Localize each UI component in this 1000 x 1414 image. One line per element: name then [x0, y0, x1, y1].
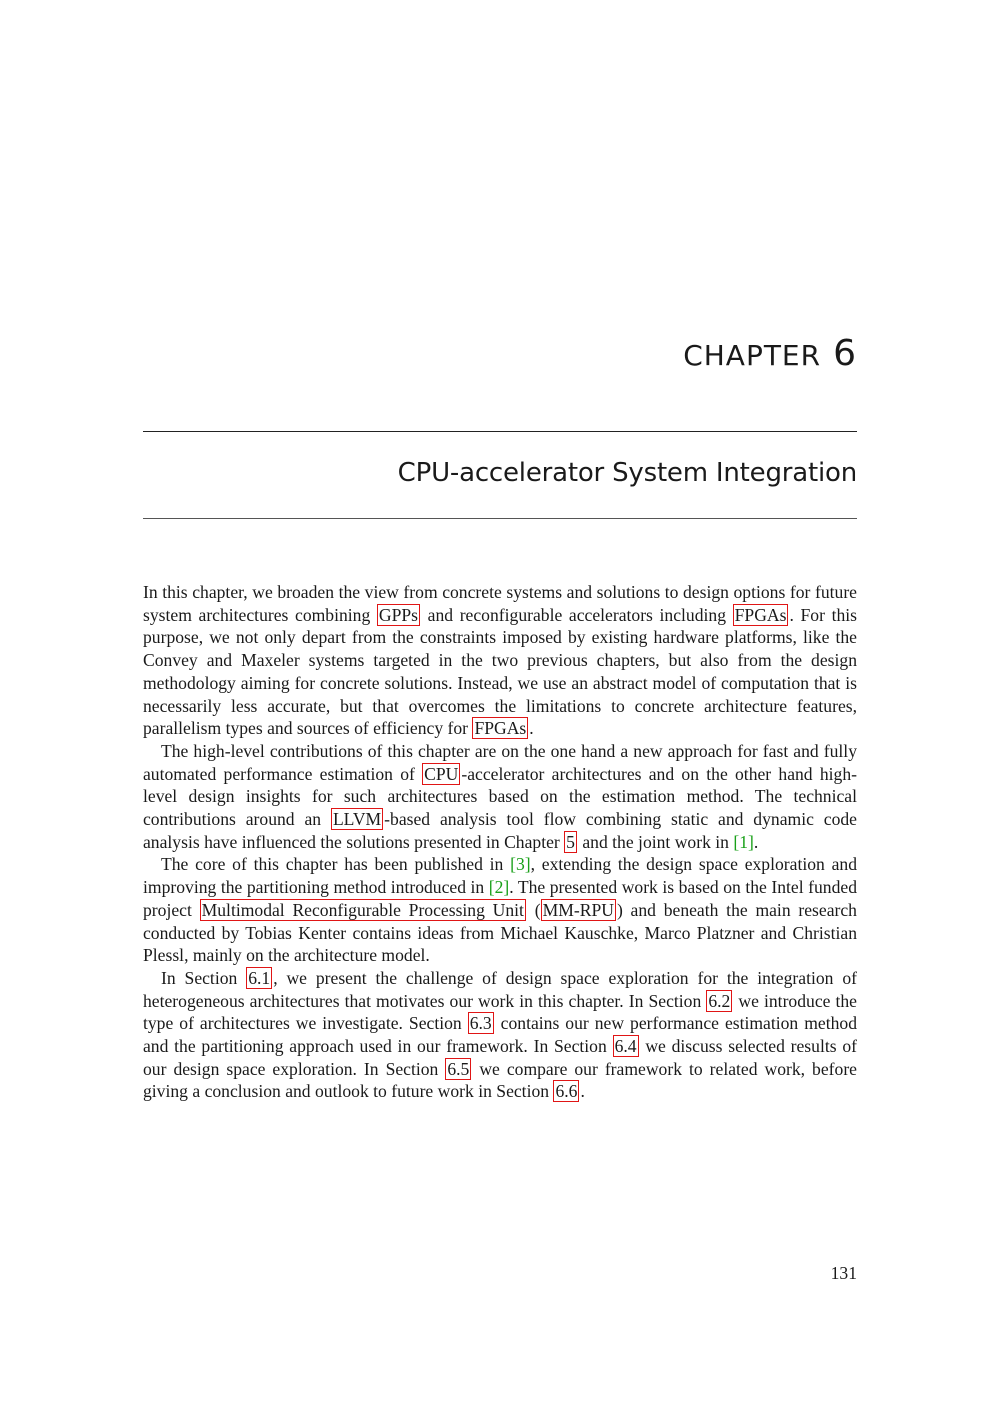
- chapter-number: 6: [833, 333, 857, 374]
- body-paragraph: [143, 740, 857, 854]
- acronym-link[interactable]: Multimodal Reconfigurable Processing Unit: [201, 899, 524, 920]
- text-run: In this chapter, we broaden the view from concrete systems and solutions to design options for future system architectures combining: [143, 582, 857, 625]
- acronym-link[interactable]: CPU: [424, 763, 459, 784]
- body-paragraph: [143, 853, 857, 967]
- body-paragraph: [143, 967, 857, 1103]
- text-run: The high-level contributions of this chapter are on the one hand a new approach for fast and fully automated performance estimation of: [143, 740, 857, 784]
- text-run: we introduce the type of architectures we investigate. Section: [143, 990, 857, 1034]
- text-run: we discuss selected results of our design space exploration. In Section: [143, 1036, 858, 1079]
- citation-link[interactable]: [3]: [510, 854, 531, 875]
- cross-reference-link[interactable]: 5: [566, 831, 575, 852]
- text-run: and reconfigurable accelerators including: [421, 604, 733, 625]
- chapter-title: CPU-accelerator System Integration: [397, 458, 857, 488]
- text-run: -accelerator architectures and on the other hand high-level design insights for such architectures based on the estimation method. The technical contributions around an: [143, 763, 857, 830]
- text-run: The core of this chapter has been published in: [161, 854, 511, 875]
- text-run: .: [753, 831, 759, 852]
- cross-reference-link[interactable]: 6.6: [555, 1081, 578, 1102]
- text-run: .: [580, 1081, 585, 1102]
- text-run: In Section: [161, 967, 247, 988]
- page-number: 131: [830, 1263, 857, 1283]
- text-run: (: [526, 899, 541, 920]
- chapter-heading: [143, 330, 857, 380]
- citation-link[interactable]: [2]: [488, 877, 510, 898]
- text-run: -based analysis tool flow combining static and dynamic code analysis have influenced the solutions presented in Chapter: [143, 809, 857, 852]
- cross-reference-link[interactable]: 6.5: [447, 1058, 470, 1079]
- chapter-body: [143, 581, 857, 1103]
- text-run: . For this purpose, we not only depart from the constraints imposed by existing hardware platforms, like the Convey and Maxeler systems targeted in the two previous chapters, but also from the design methodology aiming for concrete solutions. Instead, we use an abstract model of computation that is necessarily less accurate, but that overcomes the limitations to concrete architecture features, parallelism types and sources of efficiency for: [143, 604, 857, 739]
- cross-reference-link[interactable]: 6.4: [614, 1036, 637, 1057]
- acronym-link[interactable]: GPPs: [378, 604, 419, 625]
- acronym-link[interactable]: FPGAs: [734, 604, 787, 625]
- text-run: and the joint work in: [577, 831, 734, 852]
- chapter-label: CHAPTER: [683, 339, 822, 372]
- text-run: , extending the design space exploration and improving the partitioning method introduced in: [143, 854, 857, 898]
- body-paragraph: [143, 581, 857, 740]
- text-run: ) and beneath the main research conducted by Tobias Kenter contains ideas from Michael Kauschke, Marco Platzner and Christian Plessl, mainly on the architecture model.: [143, 899, 857, 966]
- acronym-link[interactable]: MM-RPU: [542, 899, 614, 920]
- cross-reference-link[interactable]: 6.1: [248, 967, 271, 988]
- text-run: .: [529, 718, 534, 739]
- text-run: . The presented work is based on the Intel funded project: [143, 877, 857, 920]
- heading-rule-top: [143, 431, 857, 432]
- cross-reference-link[interactable]: 6.2: [708, 990, 731, 1011]
- acronym-link[interactable]: LLVM: [332, 809, 382, 830]
- acronym-link[interactable]: FPGAs: [474, 718, 527, 739]
- text-run: contains our new performance estimation method and the partitioning approach used in our framework. In Section: [143, 1013, 858, 1057]
- text-run: we compare our framework to related work, before giving a conclusion and outlook to future work in Section: [143, 1058, 857, 1102]
- citation-link[interactable]: [1]: [733, 831, 754, 852]
- cross-reference-link[interactable]: 6.3: [469, 1013, 492, 1034]
- heading-rule-bottom: [143, 518, 857, 519]
- text-run: , we present the challenge of design space exploration for the integration of heterogeneous architectures that motivates our work in this chapter. In Section: [143, 967, 857, 1011]
